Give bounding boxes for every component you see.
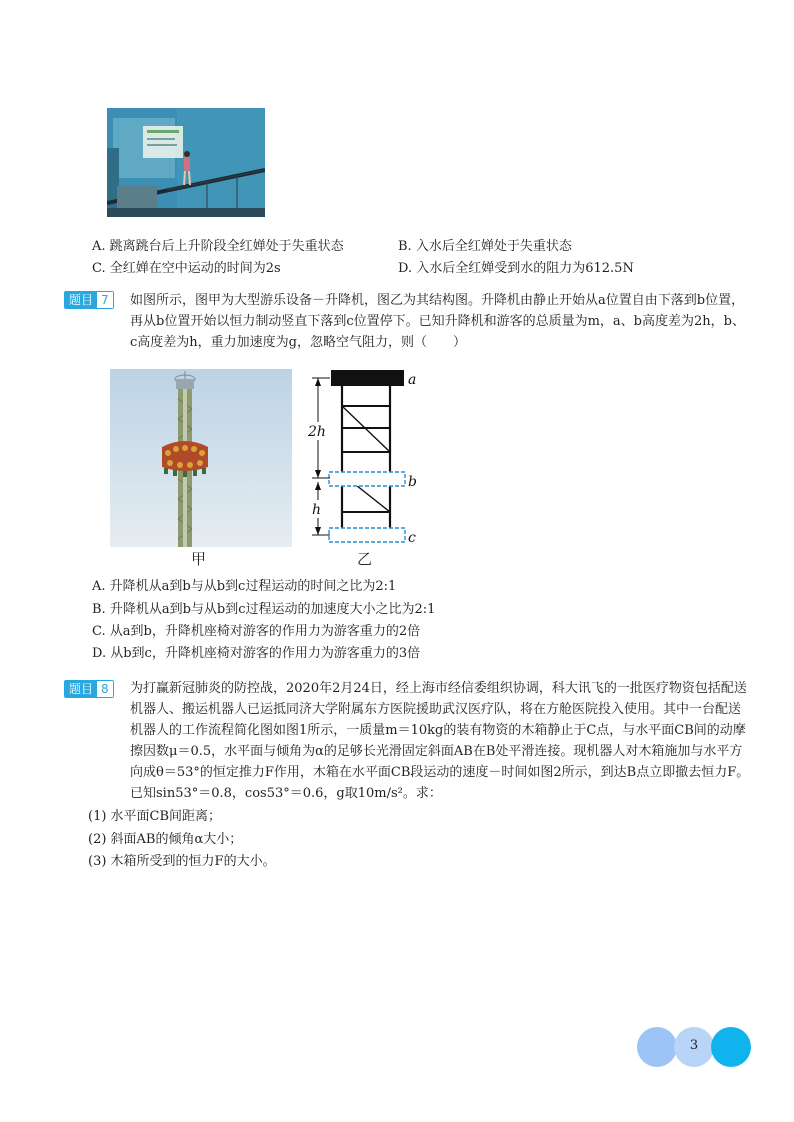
label-h: h <box>312 502 322 518</box>
q7-option-a: A. 升降机从a到b与从b到c过程运动的时间之比为2:1 <box>92 579 397 594</box>
q7-tag <box>64 291 120 309</box>
drop-tower-photo <box>110 369 292 547</box>
drop-tower-illustration <box>110 369 292 547</box>
label-a: a <box>408 372 417 388</box>
q8-sub-1: (1) 水平面CB间距离； <box>88 809 222 824</box>
q8-stem-container <box>130 678 750 804</box>
q8-tag-label: 题目 <box>65 681 97 697</box>
caption-yi: 乙 <box>357 550 373 568</box>
cabin-position-c <box>329 528 405 542</box>
q7-option-c: C. 从a到b，升降机座椅对游客的作用力为游客重力的2倍 <box>92 624 421 639</box>
q6-option-b: B. 入水后全红婵处于失重状态 <box>398 239 572 254</box>
q8-sub-2: (2) 斜面AB的倾角α大小； <box>88 832 243 847</box>
q7-stem: 如图所示，图甲为大型游乐设备－升降机，图乙为其结构图。升降机由静止开始从a位置自由下落到b位置，再从b位置开始以恒力制动竖直下落到c位置停下。已知升降机和游客的总质量为m，a、b高度差为2h，b、c高度差为h，重力加速度为g，忽略空气阻力，则（ ） <box>130 293 745 350</box>
q8-stem: 为打赢新冠肺炎的防控战，2020年2月24日，经上海市经信委组织协调，科大讯飞的一批医疗物资包括配送机器人、搬运机器人已运抵同济大学附属东方医院援助武汉医疗队，将在方舱医院投入使用。其中一台配送机器人的工作流程简化图如图1所示，一质量m＝10kg的装有物资的木箱静止于C点，与水平面CB间的动摩擦因数μ＝0.5，水平面与倾角为α的足够长光滑固定斜面AB在B处平滑连接。现机器人对木箱施加与水平方向成θ＝53°的恒定推力F作用，木箱在水平面CB段运动的速度－时间如图2所示，到达B点立即撤去恒力F。已知sin53°＝0.8，cos53°＝0.6，g取10m/s²。求： <box>130 681 750 801</box>
q8-tag-number: 8 <box>97 681 113 697</box>
q8-sub-3: (3) 木箱所受到的恒力F的大小。 <box>88 854 276 869</box>
label-2h: 2h <box>308 424 326 440</box>
label-c: c <box>408 530 416 546</box>
q7-option-d: D. 从b到c，升降机座椅对游客的作用力为游客重力的3倍 <box>92 646 421 661</box>
drop-tower-structure-diagram <box>298 366 428 568</box>
q6-option-d: D. 入水后全红婵受到水的阻力为612.5N <box>398 261 634 276</box>
q6-option-a: A. 跳离跳台后上升阶段全红婵处于失重状态 <box>92 239 344 254</box>
page-number: 3 <box>689 1038 699 1053</box>
q7-tag-label: 题目 <box>65 292 97 308</box>
page-circle-right <box>711 1027 751 1067</box>
q8-tag <box>64 680 120 698</box>
q7-stem-container <box>130 290 750 353</box>
cabin-position-b <box>329 472 405 486</box>
diving-platform-photo <box>107 108 265 217</box>
q6-option-c: C. 全红婵在空中运动的时间为2s <box>92 261 281 276</box>
platform-a-block <box>331 370 404 386</box>
q7-option-b: B. 升降机从a到b与从b到c过程运动的加速度大小之比为2:1 <box>92 602 436 617</box>
label-b: b <box>408 474 417 490</box>
page-circle-left <box>637 1027 677 1067</box>
caption-jia: 甲 <box>191 550 207 568</box>
diving-platform-illustration <box>107 108 265 217</box>
q7-tag-number: 7 <box>97 292 113 308</box>
